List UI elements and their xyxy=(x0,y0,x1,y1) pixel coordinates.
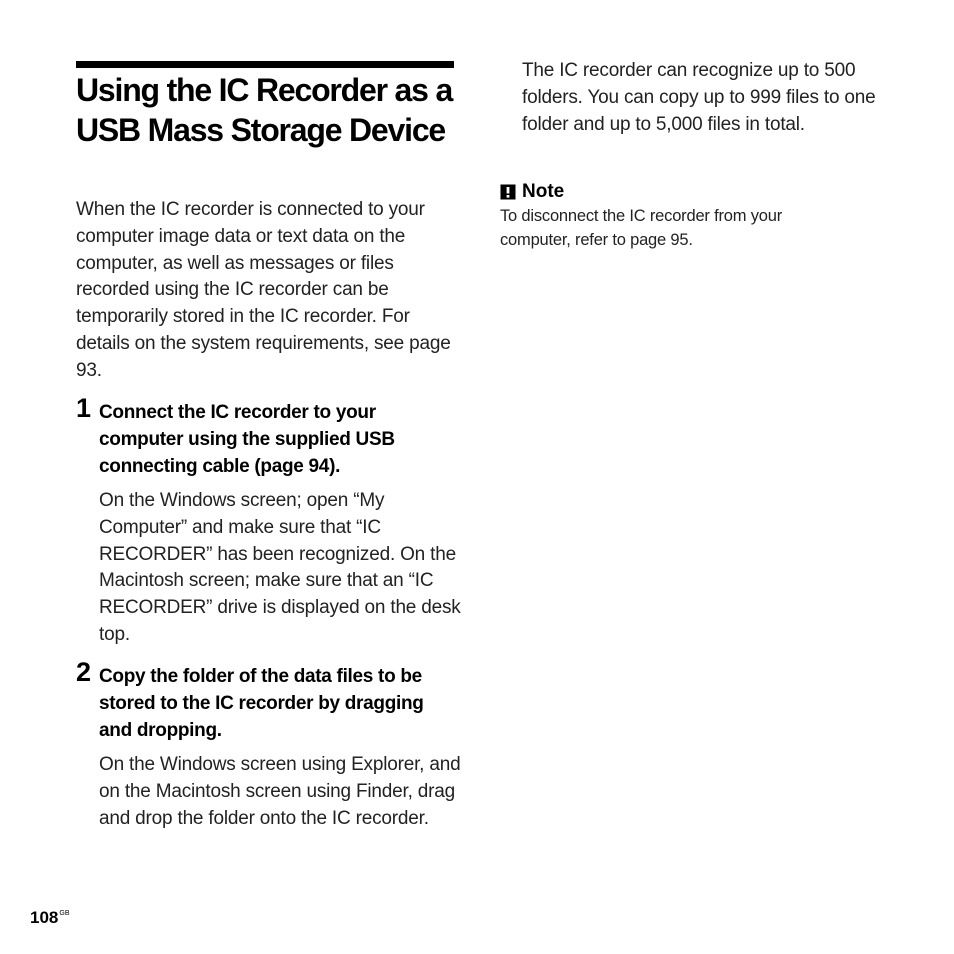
step-number: 2 xyxy=(76,657,92,687)
note-heading-label: Note xyxy=(522,181,565,202)
step-body: On the Windows screen using Explorer, and on the Macintosh screen using Finder, drag and drop the folder onto the IC recorder. xyxy=(99,754,461,829)
folder-limits-paragraph: The IC recorder can recognize up to 500 folders. You can copy up to 999 files to one folder and up to 5,000 files in total. xyxy=(522,60,876,135)
step-title: Copy the folder of the data files to be stored to the IC recorder by dragging and dropping. xyxy=(99,666,424,741)
step-title: Connect the IC recorder to your computer using the supplied USB connecting cable (page 94). xyxy=(99,402,395,477)
note-icon xyxy=(500,184,516,200)
page-number-value: 108 xyxy=(30,908,59,927)
note-text: To disconnect the IC recorder from your computer, refer to page 95. xyxy=(500,207,782,249)
page-number xyxy=(30,908,70,928)
page-title: Using the IC Recorder as a USB Mass Storage Device xyxy=(76,72,453,148)
step-body: On the Windows screen; open “My Computer” and make sure that “IC RECORDER” has been recognized. On the Macintosh screen; make sure that an “IC RECORDER” drive is displayed on the desk top. xyxy=(99,490,461,645)
intro-paragraph: When the IC recorder is connected to your computer image data or text data on the computer, as well as messages or files recorded using the IC recorder can be temporarily stored in the IC recorder. For details on the system requirements, see page 93. xyxy=(76,199,451,381)
page-number-suffix: GB xyxy=(59,910,70,917)
title-rule xyxy=(76,61,454,68)
note-heading xyxy=(500,180,564,204)
step-number: 1 xyxy=(76,393,92,423)
